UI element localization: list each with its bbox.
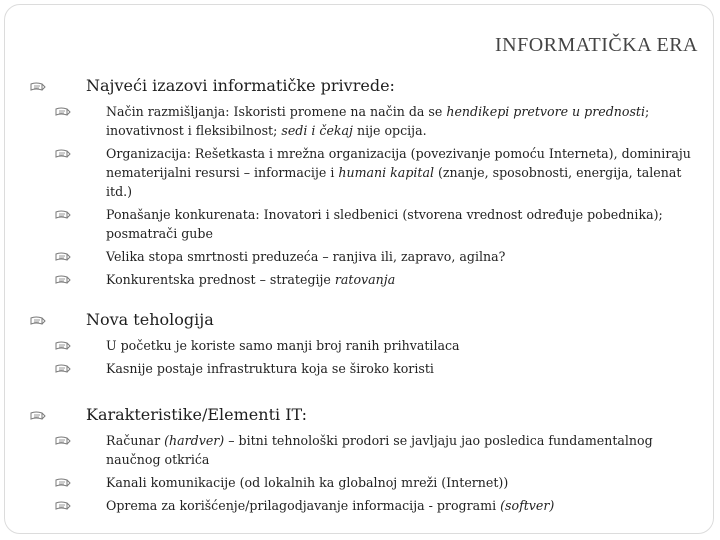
bullet-emphasis: sedi i čekaj (281, 123, 353, 138)
bullet-icon (55, 275, 71, 285)
bullet-icon (55, 210, 71, 220)
bullet-text: Ponašanje konkurenata: Inovatori i sledbenici (stvorena vrednost određuje pobednika); posmatrači gube (106, 207, 663, 241)
bullet-icon (55, 436, 71, 446)
bullet-icon (55, 149, 71, 159)
bullet-icon (30, 316, 46, 326)
section-heading: Nova tehologija (86, 310, 214, 329)
section-heading: Najveći izazovi informatičke privrede: (86, 76, 395, 95)
bullet-icon (55, 364, 71, 374)
bullet-emphasis: ratovanja (334, 272, 396, 287)
bullet-icon (55, 252, 71, 262)
bullet-text: Konkurentska prednost – strategije (106, 272, 335, 287)
slide-title: INFORMATIČKA ERA (494, 34, 698, 56)
bullet-emphasis: (hardver) (164, 433, 225, 448)
bullet-emphasis: humani kapital (338, 165, 434, 180)
bullet-text: ; inovativnost i fleksibilnost; (106, 104, 650, 138)
bullet-text: U početku je koriste samo manji broj ranih prihvatilaca (106, 338, 460, 353)
bullet-icon (55, 501, 71, 511)
bullet-text: (znanje, sposobnosti, energija, talenat itd.) (106, 165, 682, 199)
bullet-icon (30, 82, 46, 92)
bullet-icon (55, 478, 71, 488)
bullet-text: Kanali komunikacije (od lokalnih ka globalnoj mreži (Internet)) (106, 475, 509, 490)
bullet-text: – bitni tehnološki prodori se javljaju jao posledica fundamentalnog naučnog otkrića (106, 433, 653, 467)
bullet-text: Način razmišljanja: Iskoristi promene na način da se (106, 104, 447, 119)
bullet-text: Kasnije postaje infrastruktura koja se široko koristi (106, 361, 434, 376)
bullet-icon (30, 411, 46, 421)
bullet-emphasis: hendikepi pretvore u prednosti (446, 104, 646, 119)
bullet-emphasis: (softver) (500, 498, 555, 513)
bullet-text: nije opcija. (352, 123, 427, 138)
bullet-text: Velika stopa smrtnosti preduzeća – ranjiva ili, zapravo, agilna? (106, 249, 506, 264)
bullet-text: Organizacija: Rešetkasta i mrežna organizacija (povezivanje pomoću Interneta), dominiraju nematerijalni resursi – informacije i (106, 146, 691, 180)
section-heading: Karakteristike/Elementi IT: (86, 405, 308, 424)
bullet-icon (55, 341, 71, 351)
bullet-text: Računar (106, 433, 165, 448)
bullet-icon (55, 107, 71, 117)
bullet-text: Oprema za korišćenje/prilagodjavanje informacija - programi (106, 498, 501, 513)
